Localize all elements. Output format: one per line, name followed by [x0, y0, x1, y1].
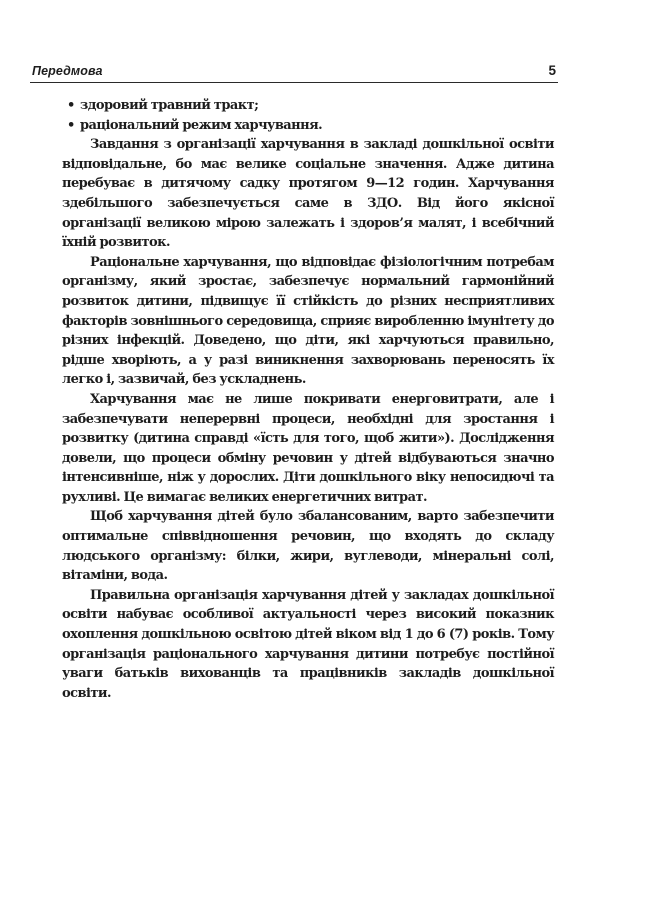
page-number: 5 — [548, 63, 556, 78]
list-item — [62, 116, 554, 136]
paragraph: Харчування має не лише покривати енерговитрати, але і забезпечувати неперервні процеси, необхідні для зростання і розвитку (дитина справді «їсть для того, щоб жити»). Дослідження довели, що процеси обміну речовин у дітей відбуваються значно інтенсивніше, ніж у дорослих. Діти дошкільного віку непосидючі та рухливі. Це вимагає великих енергетичних витрат. — [62, 391, 554, 505]
section-title: Передмова — [32, 64, 103, 78]
paragraph: Щоб харчування дітей було збалансованим, варто забезпечити оптимальне співвідношення речовин, що входять до складу людського організму: білки, жири, вуглеводи, мінеральні солі, вітаміни, вода. — [62, 509, 554, 584]
paragraph: Завдання з організації харчування в закладі дошкільної освіти відповідальне, бо має велике соціальне значення. Адже дитина перебуває в дитячому садку протягом 9—12 годин. Харчування здебільшого забезпечується саме в ЗДО. Від його якісної організації великою мірою залежать і здоров’я малят, і всебічний їхній розвиток. — [62, 137, 554, 251]
list-item-text: здоровий травний тракт; — [80, 98, 259, 113]
list-item — [62, 96, 554, 116]
bullet-icon: • — [67, 98, 75, 113]
list-item-text: раціональний режим харчування. — [80, 117, 323, 133]
paragraph: Правильна організація харчування дітей у закладах дошкільної освіти набуває особливої актуальності через високий показник охоплення дошкільною освітою дітей віком від 1 до 6 (7) років. Тому організація раціонального харчування дитини потребує постійної уваги батьків вихованців та працівників закладів дошкільної освіти. — [62, 587, 554, 701]
bullet-list — [62, 96, 554, 135]
paragraph: Раціональне харчування, що відповідає фізіологічним потребам організму, який зростає, забезпечує нормальний гармонійний розвиток дитини, підвищує її стійкість до різних несприятливих факторів зовнішнього середовища, сприяє виробленню імунітету до різних інфекцій. Доведено, що діти, які харчуються правильно, рідше хворіють, а у разі виникнення захворювань переносять їх легко і, зазвичай, без ускладнень. — [62, 254, 554, 388]
running-header — [30, 62, 558, 83]
bullet-icon: • — [67, 117, 75, 133]
page-body — [62, 96, 554, 703]
